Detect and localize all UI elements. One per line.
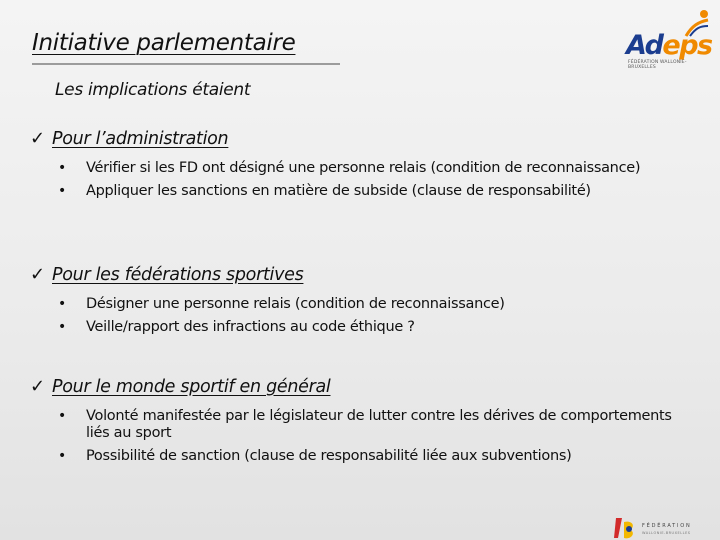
adeps-wordmark-rest: eps xyxy=(662,30,712,61)
list-item-text: Veille/rapport des infractions au code éthique ? xyxy=(86,319,415,335)
section-title: Pour les fédérations sportives xyxy=(52,265,304,285)
adeps-logo xyxy=(624,8,712,72)
bullet-icon: • xyxy=(58,448,66,464)
list-item xyxy=(30,296,698,313)
list-item-text: Appliquer les sanctions en matière de subside (clause de responsabilité) xyxy=(86,183,591,199)
list-item xyxy=(30,183,698,200)
adeps-wordmark xyxy=(626,30,712,61)
list-item-text: Désigner une personne relais (condition de reconnaissance) xyxy=(86,296,505,312)
federation-sub: WALLONIE-BRUXELLES xyxy=(642,531,691,535)
federation-emblem-icon xyxy=(612,516,638,540)
section-title: Pour l’administration xyxy=(52,129,229,149)
bullet-icon: • xyxy=(58,296,66,312)
list-item xyxy=(30,319,698,336)
slide-title: Initiative parlementaire xyxy=(32,30,296,56)
list-item-text: Possibilité de sanction (clause de responsabilité liée aux subventions) xyxy=(86,448,572,464)
checkmark-icon: ✓ xyxy=(30,264,46,285)
adeps-wordmark-first: Ad xyxy=(626,30,663,61)
section-monde-sportif xyxy=(30,376,698,471)
checkmark-icon: ✓ xyxy=(30,128,46,149)
slide-subtitle: Les implications étaient xyxy=(55,80,251,100)
list-item-text: Vérifier si les FD ont désigné une personne relais (condition de reconnaissance) xyxy=(86,160,641,176)
bullet-icon: • xyxy=(58,408,66,424)
section-title: Pour le monde sportif en général xyxy=(52,377,331,397)
section-federations xyxy=(30,264,698,342)
adeps-tagline: FÉDÉRATION WALLONIE-BRUXELLES xyxy=(628,60,687,70)
bullet-icon: • xyxy=(58,319,66,335)
list-item xyxy=(30,160,698,177)
title-underline-shadow xyxy=(32,63,340,65)
checkmark-icon: ✓ xyxy=(30,376,46,397)
bullet-icon: • xyxy=(58,183,66,199)
list-item xyxy=(30,408,698,442)
section-administration xyxy=(30,128,698,206)
list-item xyxy=(30,448,698,465)
bullet-icon: • xyxy=(58,160,66,176)
list-item-text: Volonté manifestée par le législateur de lutter contre les dérives de comportements liés au sport xyxy=(86,408,672,441)
federation-logo xyxy=(612,516,716,540)
federation-name: FÉDÉRATION xyxy=(642,523,692,529)
